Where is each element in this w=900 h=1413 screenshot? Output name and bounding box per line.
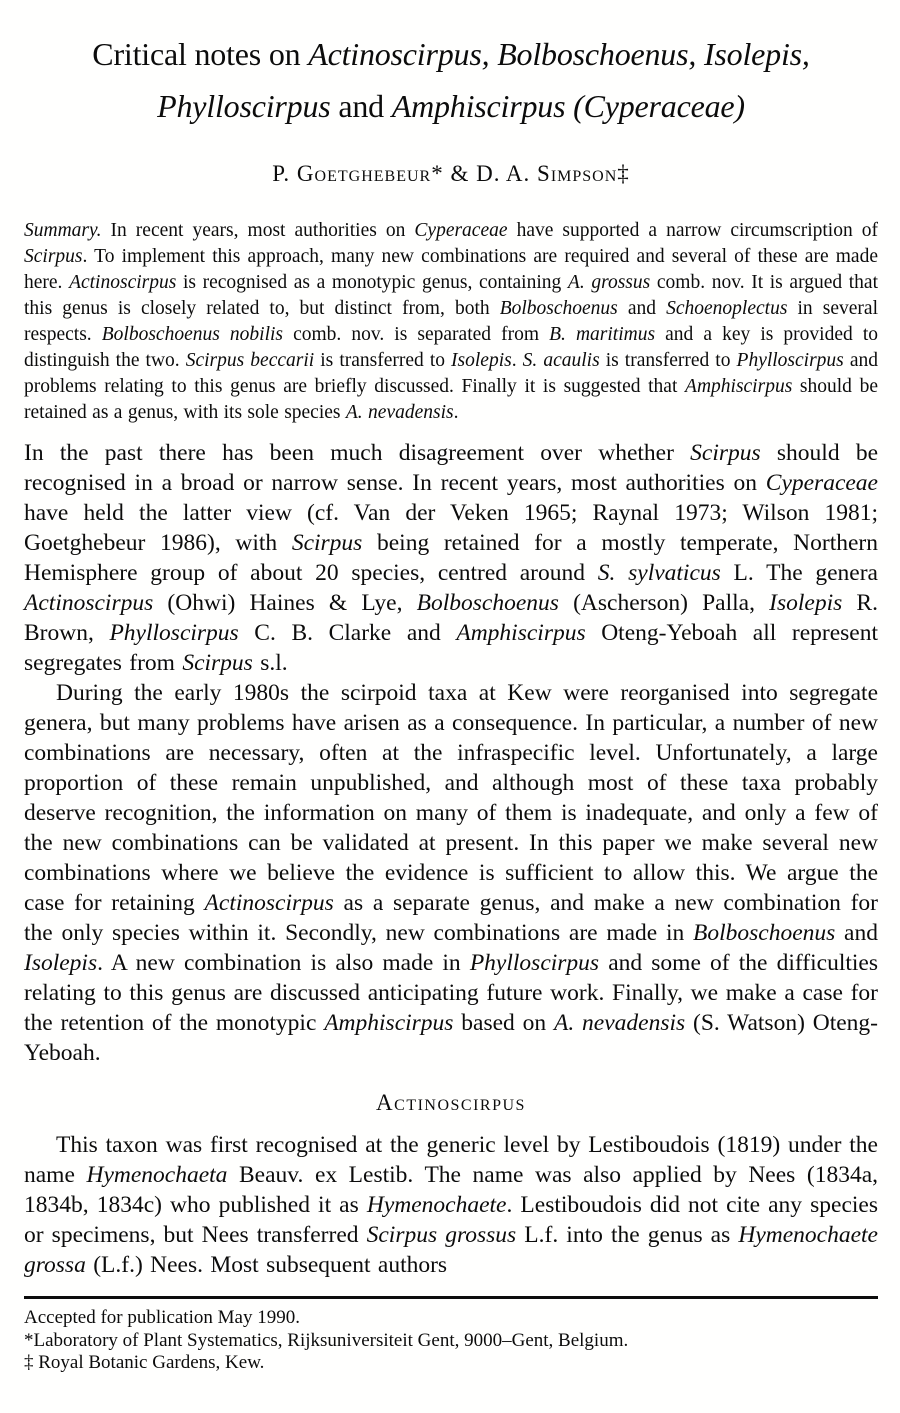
summary-paragraph bbox=[24, 218, 878, 426]
italic-text: Scirpus beccarii bbox=[185, 350, 315, 371]
italic-text: Cyperaceae bbox=[765, 470, 878, 496]
italic-text: Isolepis bbox=[24, 950, 98, 976]
text: and some of the difficulties relating to this genus are discussed anticipating future work. Finally, we make a case for the retention of the monotypic bbox=[24, 950, 878, 1036]
italic-text: Actinoscirpus bbox=[24, 590, 154, 616]
text: as a separate genus, and make a new combination for the only species within it. Secondly, new combinations are made in bbox=[24, 890, 878, 946]
text: . To implement this approach, many new combinations are required and several of these are made here. bbox=[24, 246, 878, 293]
italic-text: Amphiscirpus bbox=[685, 376, 793, 397]
text: R. Brown, bbox=[24, 590, 878, 646]
text: comb. nov. is separated from bbox=[283, 324, 550, 345]
paragraph bbox=[24, 1130, 878, 1280]
text: . bbox=[453, 402, 459, 423]
title-line bbox=[24, 80, 878, 132]
text: (Ohwi) Haines & Lye, bbox=[153, 590, 417, 616]
text: should be recognised in a broad or narrow sense. In recent years, most authorities on bbox=[24, 440, 878, 496]
text: in several respects. bbox=[24, 298, 878, 345]
italic-text: Phylloscirpus bbox=[157, 88, 331, 124]
text: is transferred to bbox=[314, 350, 452, 371]
text: . bbox=[511, 350, 523, 371]
italic-text: Actinoscirpus bbox=[204, 890, 334, 916]
paper-title bbox=[24, 28, 878, 132]
italic-text: S. acaulis bbox=[522, 350, 600, 371]
italic-text: A. grossus bbox=[567, 272, 651, 293]
text: being retained for a mostly temperate, Northern Hemisphere group of about 20 species, centred around bbox=[24, 530, 878, 586]
text: L. The genera bbox=[720, 560, 878, 586]
footnote-line: ‡ Royal Botanic Gardens, Kew. bbox=[24, 1352, 265, 1373]
text: should be retained as a genus, with its sole species bbox=[24, 376, 878, 423]
italic-text: Summary. bbox=[24, 220, 102, 241]
italic-text: Scirpus bbox=[291, 530, 363, 556]
text: Beauv. ex Lestib. The name was also applied by Nees (1834a, 1834b, 1834c) who published it as bbox=[24, 1162, 879, 1218]
italic-text: Isolepis bbox=[451, 350, 512, 371]
italic-text: Phylloscirpus bbox=[109, 620, 239, 646]
text: is recognised as a monotypic genus, containing bbox=[176, 272, 568, 293]
text: . A new combination is also made in bbox=[97, 950, 470, 976]
italic-text: S. sylvaticus bbox=[597, 560, 721, 586]
italic-text: Schoenoplectus bbox=[666, 298, 788, 319]
italic-text: A. nevadensis bbox=[553, 1010, 686, 1036]
text: is transferred to bbox=[599, 350, 737, 371]
italic-text: Bolboschoenus nobilis bbox=[101, 324, 284, 345]
italic-text: Actinoscirpus, Bolboschoenus, Isolepis, bbox=[308, 36, 810, 72]
text: and problems relating to this genus are briefly discussed. Finally it is suggested that bbox=[24, 350, 878, 397]
italic-text: Hymenochaete grossa bbox=[24, 1222, 878, 1278]
text: have supported a narrow circumscription of bbox=[507, 220, 879, 241]
footnote-line: *Laboratory of Plant Systematics, Rijksuniversiteit Gent, 9000–Gent, Belgium. bbox=[24, 1329, 629, 1351]
paragraph bbox=[24, 438, 878, 678]
text: This taxon was first recognised at the generic level by Lestiboudois (1819) under the name bbox=[24, 1132, 878, 1188]
footnote-line: Accepted for publication May 1990. bbox=[24, 1307, 300, 1328]
text: (S. Watson) Oteng-Yeboah. bbox=[24, 1010, 878, 1066]
italic-text: Hymenochaete bbox=[366, 1192, 507, 1218]
text: Critical notes on bbox=[92, 36, 309, 72]
text: In recent years, most authorities on bbox=[101, 220, 415, 241]
italic-text: Bolboschoenus bbox=[416, 590, 559, 616]
authors-line: P. Goetghebeur* & D. A. Simpson‡ bbox=[272, 161, 630, 186]
italic-text: Actinoscirpus bbox=[69, 272, 177, 293]
title-line bbox=[24, 28, 878, 80]
italic-text: Amphiscirpus bbox=[324, 1010, 454, 1036]
text: and bbox=[835, 920, 878, 946]
italic-text: Bolboschoenus bbox=[499, 298, 618, 319]
text: and a key is provided to distinguish the two. bbox=[24, 324, 878, 371]
text: L.f. into the genus as bbox=[516, 1222, 739, 1248]
italic-text: Phylloscirpus bbox=[736, 350, 844, 371]
italic-text: Phylloscirpus bbox=[469, 950, 600, 976]
text: based on bbox=[453, 1010, 554, 1036]
text: . Lestiboudois did not cite any species or specimens, but Nees transferred bbox=[24, 1192, 878, 1248]
italic-text: Cyperaceae bbox=[414, 220, 508, 241]
italic-text: Amphiscirpus (Cyperaceae) bbox=[391, 88, 745, 124]
section-heading: Actinoscirpus bbox=[376, 1090, 526, 1115]
text: and bbox=[330, 88, 392, 124]
italic-text: Amphiscirpus bbox=[456, 620, 586, 646]
italic-text: Scirpus bbox=[690, 440, 761, 466]
italic-text: A. nevadensis bbox=[345, 402, 454, 423]
footnotes bbox=[24, 1307, 878, 1375]
text: In the past there has been much disagreement over whether bbox=[24, 440, 691, 466]
italic-text: B. maritimus bbox=[549, 324, 656, 345]
italic-text: Hymenochaeta bbox=[86, 1162, 228, 1188]
italic-text: Bolboschoenus bbox=[693, 920, 836, 946]
italic-text: Isolepis bbox=[769, 590, 843, 616]
text: comb. nov. It is argued that this genus is closely related to, but distinct from, both bbox=[24, 272, 878, 319]
text: (Ascherson) Palla, bbox=[558, 590, 770, 616]
italic-text: Scirpus grossus bbox=[366, 1222, 517, 1248]
text: and bbox=[617, 298, 667, 319]
text: C. B. Clarke and bbox=[238, 620, 457, 646]
paragraph bbox=[24, 678, 878, 1068]
footnote-divider bbox=[24, 1296, 878, 1299]
text: s.l. bbox=[252, 650, 288, 676]
text: During the early 1980s the scirpoid taxa at Kew were reorganised into segregate genera, but many problems have arisen as a consequence. In particular, a number of new combinations are necessary, often at the infraspecific level. Unfortunately, a large proportion of these remain unpublished, and although most of these taxa probably deserve recognition, the information on many of them is inadequate, and only a few of the new combinations can be validated at present. In this paper we make several new combinations where we believe the evidence is sufficient to allow this. We argue the case for retaining bbox=[24, 680, 878, 916]
italic-text: Scirpus bbox=[182, 650, 253, 676]
text: Oteng-Yeboah all represent segregates from bbox=[24, 620, 878, 676]
text: have held the latter view (cf. Van der Veken 1965; Raynal 1973; Wilson 1981; Goetghebeur 1986), with bbox=[24, 500, 878, 556]
article-body bbox=[24, 438, 878, 1280]
text: (L.f.) Nees. Most subsequent authors bbox=[85, 1252, 448, 1278]
italic-text: Scirpus bbox=[24, 246, 83, 267]
